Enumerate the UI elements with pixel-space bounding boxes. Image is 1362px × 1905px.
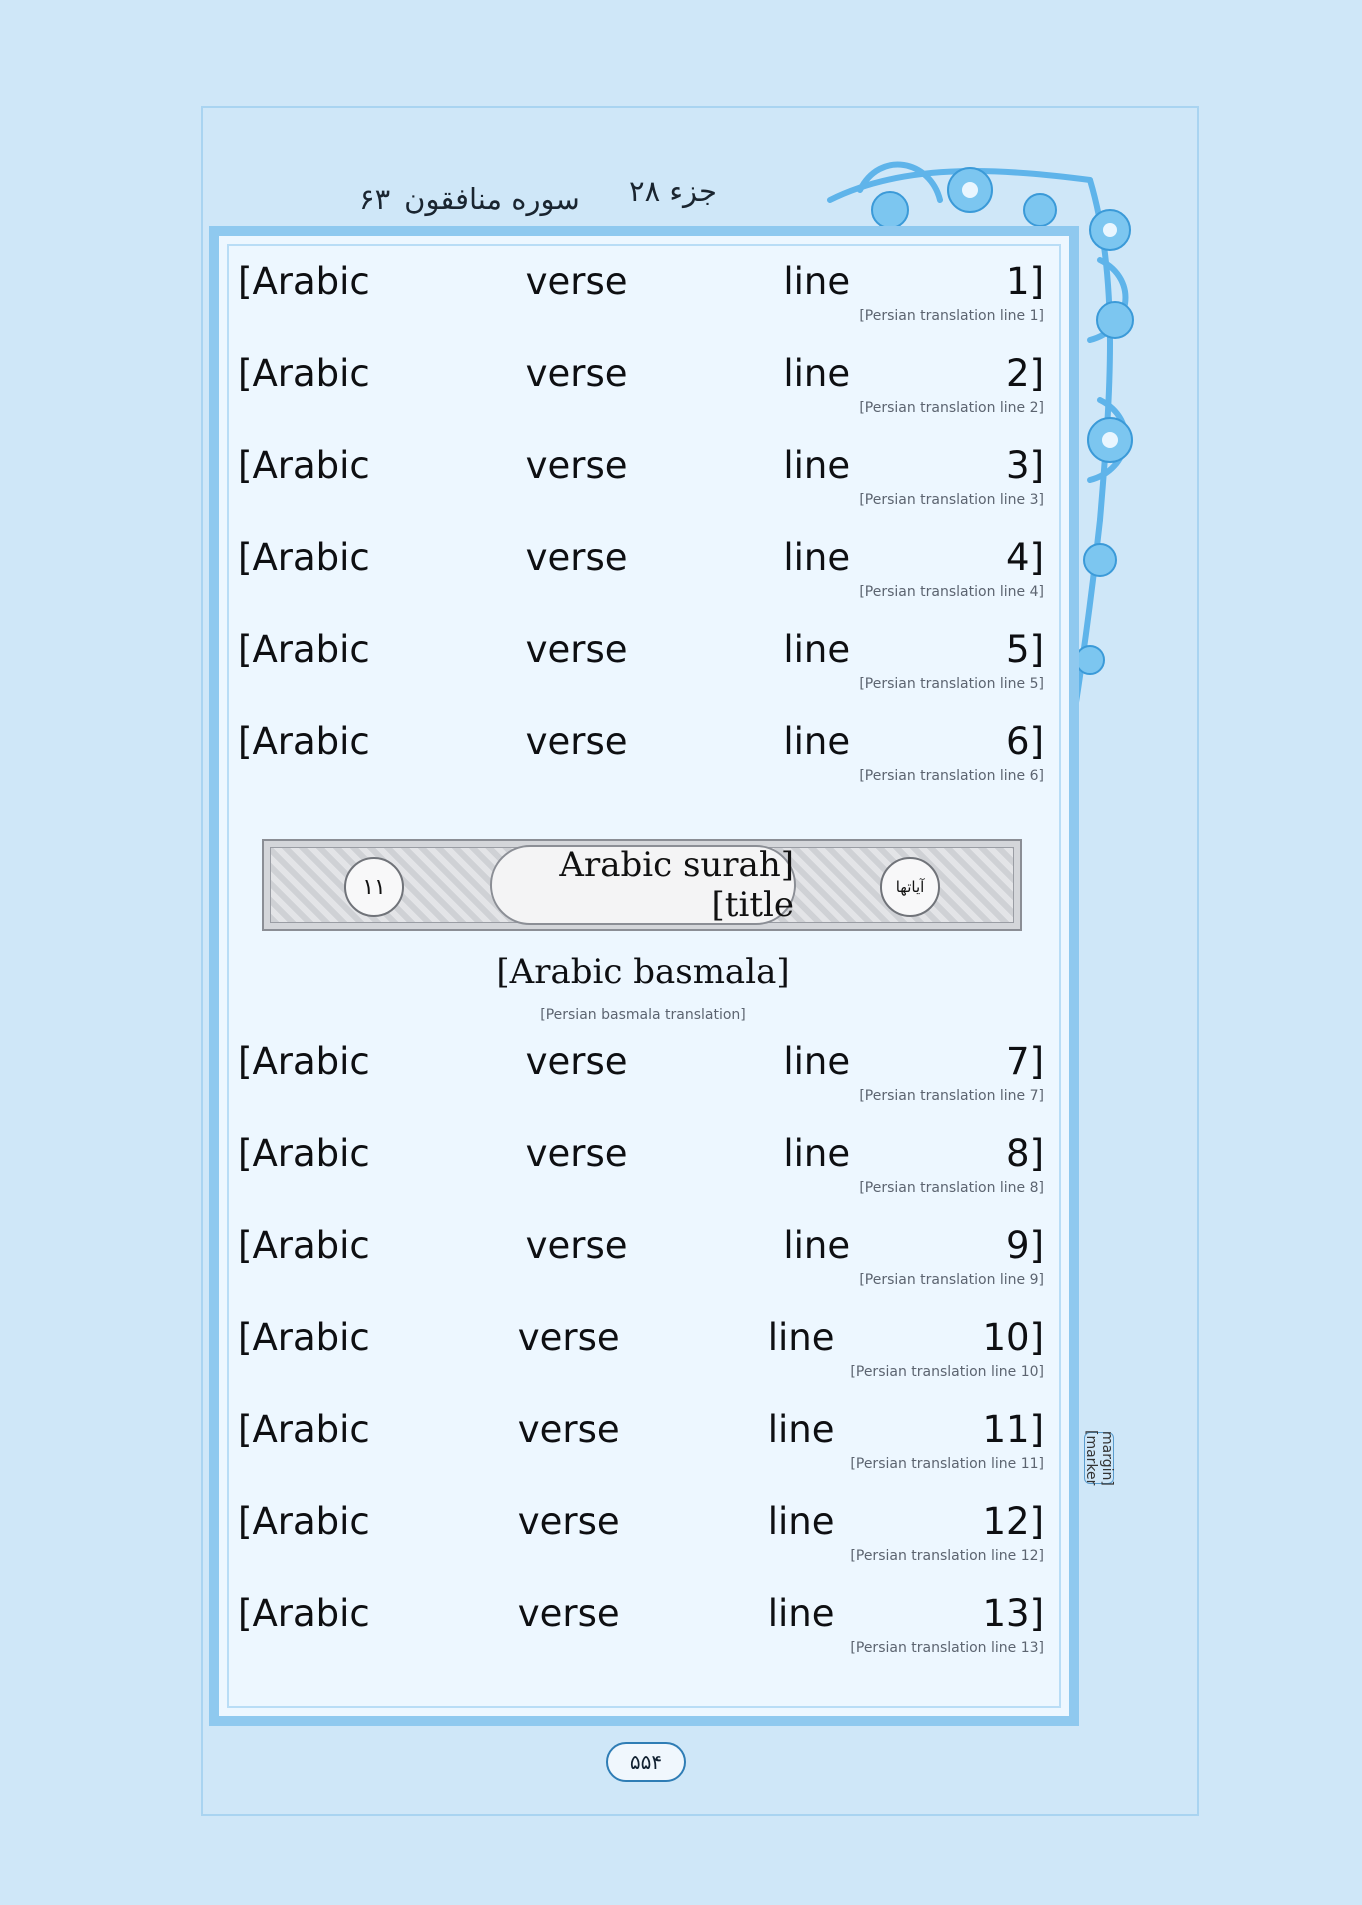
translation-line: [Persian translation line 12] xyxy=(850,1548,1044,1564)
translation-line: [Persian translation line 13] xyxy=(850,1640,1044,1656)
juz-label: جزء ۲۸ xyxy=(629,174,717,208)
ayat-count-badge: ۱۱ xyxy=(344,857,404,917)
verse-line: [Arabic verse line 13] xyxy=(238,1592,1044,1635)
surah-header-number: ۶۳ xyxy=(359,182,391,216)
translation-line: [Persian translation line 5] xyxy=(859,676,1044,692)
translation-line: [Persian translation line 2] xyxy=(859,400,1044,416)
surah-title-banner xyxy=(262,839,1022,931)
surah-header xyxy=(345,182,580,216)
ayat-label-badge: آیاتها xyxy=(880,857,940,917)
verse-line: [Arabic verse line 12] xyxy=(238,1500,1044,1543)
verse-line: [Arabic verse line 6] xyxy=(238,720,1044,763)
translation-line: [Persian translation line 7] xyxy=(859,1088,1044,1104)
translation-line: [Persian translation line 11] xyxy=(850,1456,1044,1472)
verse-line: [Arabic verse line 11] xyxy=(238,1408,1044,1451)
page-number: ۵۵۴ xyxy=(606,1742,686,1782)
basmala: [Arabic basmala] xyxy=(496,952,790,992)
translation-line: [Persian translation line 9] xyxy=(859,1272,1044,1288)
jumuah-verses-block xyxy=(238,258,1044,810)
verse-line: [Arabic verse line 2] xyxy=(238,352,1044,395)
verse-line: [Arabic verse line 5] xyxy=(238,628,1044,671)
surah-header-name: سوره منافقون xyxy=(404,182,580,216)
basmala-translation: [Persian basmala translation] xyxy=(540,1007,746,1023)
verse-line: [Arabic verse line 4] xyxy=(238,536,1044,579)
translation-line: [Persian translation line 4] xyxy=(859,584,1044,600)
verse-line: [Arabic verse line 3] xyxy=(238,444,1044,487)
verse-line: [Arabic verse line 1] xyxy=(238,260,1044,303)
verse-line: [Arabic verse line 8] xyxy=(238,1132,1044,1175)
verse-line: [Arabic verse line 9] xyxy=(238,1224,1044,1267)
hizb-marker: [margin marker] xyxy=(1083,1430,1115,1486)
translation-line: [Persian translation line 8] xyxy=(859,1180,1044,1196)
translation-line: [Persian translation line 10] xyxy=(850,1364,1044,1380)
munafiqun-verses-block xyxy=(238,1038,1044,1682)
surah-title: [Arabic surah title] xyxy=(490,845,796,925)
translation-line: [Persian translation line 6] xyxy=(859,768,1044,784)
translation-line: [Persian translation line 3] xyxy=(859,492,1044,508)
translation-line: [Persian translation line 1] xyxy=(859,308,1044,324)
verse-line: [Arabic verse line 7] xyxy=(238,1040,1044,1083)
verse-line: [Arabic verse line 10] xyxy=(238,1316,1044,1359)
